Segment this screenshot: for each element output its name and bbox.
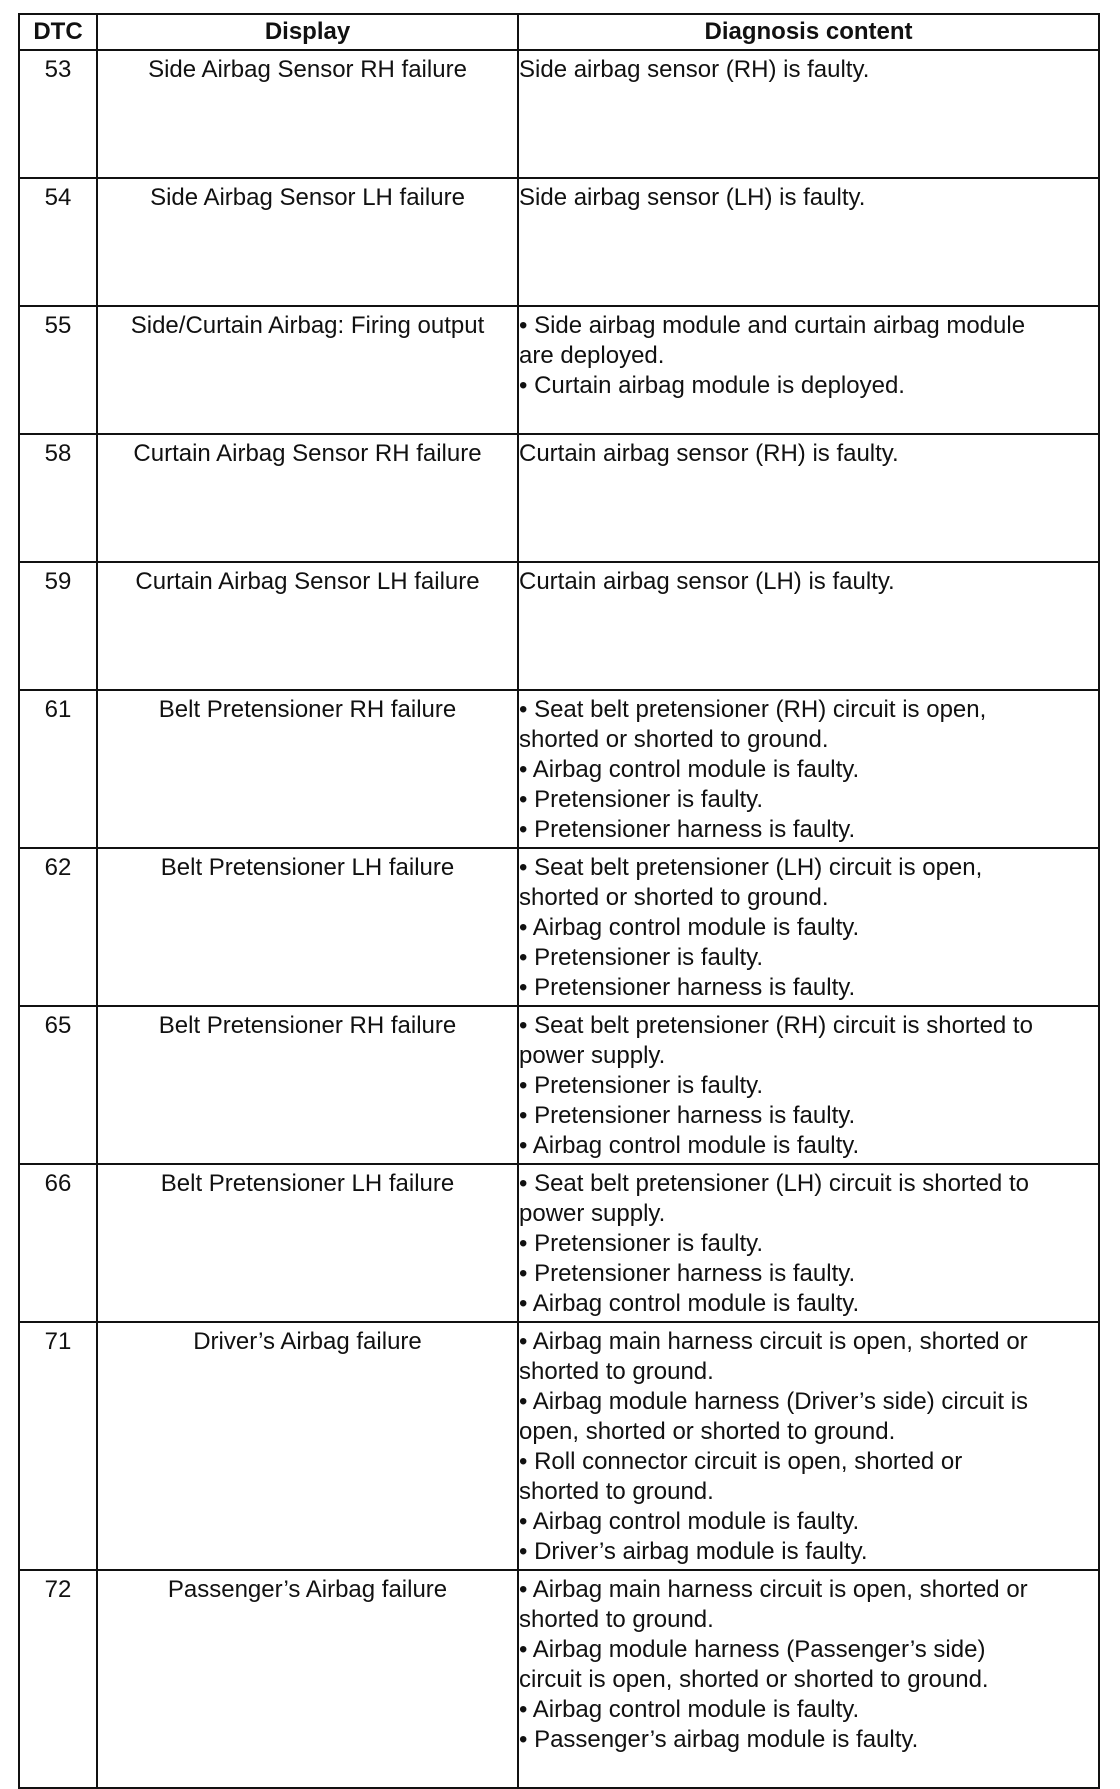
display-text-cell: Belt Pretensioner LH failure [97, 1164, 518, 1322]
diagnosis-line: • Roll connector circuit is open, shorted or [519, 1448, 963, 1475]
diagnosis-line: • Airbag main harness circuit is open, shorted or [519, 1328, 1028, 1355]
display-text-cell: Belt Pretensioner RH failure [97, 1006, 518, 1164]
diagnosis-line: • Airbag control module is faulty. [519, 1508, 860, 1535]
dtc-code-cell: 61 [19, 690, 97, 848]
diagnosis-line: • Driver’s airbag module is faulty. [519, 1538, 868, 1565]
display-text-cell: Passenger’s Airbag failure [97, 1570, 518, 1788]
diagnosis-line: • Airbag control module is faulty. [519, 1132, 860, 1159]
diagnosis-line: shorted to ground. [519, 1358, 714, 1385]
header-dtc: DTC [19, 14, 97, 50]
diagnosis-content-cell [518, 1164, 1099, 1322]
diagnosis-line: open, shorted or shorted to ground. [519, 1418, 896, 1445]
dtc-code-cell: 71 [19, 1322, 97, 1570]
table-row [19, 690, 1099, 848]
diagnosis-line: shorted to ground. [519, 1606, 714, 1633]
table-row [19, 434, 1099, 562]
header-diagnosis-content: Diagnosis content [518, 14, 1099, 50]
diagnosis-line: shorted to ground. [519, 1478, 714, 1505]
diagnosis-line: • Side airbag module and curtain airbag module [519, 312, 1026, 339]
table-row [19, 848, 1099, 1006]
dtc-diagnosis-table [18, 13, 1100, 1789]
display-text-cell: Side/Curtain Airbag: Firing output [97, 306, 518, 434]
diagnosis-line: • Pretensioner is faulty. [519, 786, 764, 813]
display-text-cell: Side Airbag Sensor RH failure [97, 50, 518, 178]
diagnosis-line: • Pretensioner harness is faulty. [519, 974, 856, 1001]
table-row [19, 1570, 1099, 1788]
diagnosis-line: • Curtain airbag module is deployed. [519, 372, 905, 399]
diagnosis-line: • Airbag control module is faulty. [519, 914, 860, 941]
diagnosis-line: shorted or shorted to ground. [519, 884, 829, 911]
diagnosis-line: are deployed. [519, 342, 665, 369]
diagnosis-line: • Pretensioner is faulty. [519, 1230, 764, 1257]
dtc-code-cell: 58 [19, 434, 97, 562]
dtc-code-cell: 54 [19, 178, 97, 306]
dtc-code-cell: 72 [19, 1570, 97, 1788]
diagnosis-content-cell [518, 562, 1099, 690]
dtc-code-cell: 66 [19, 1164, 97, 1322]
diagnosis-line: Curtain airbag sensor (RH) is faulty. [519, 440, 899, 467]
table-row [19, 562, 1099, 690]
diagnosis-line: • Airbag main harness circuit is open, shorted or [519, 1576, 1028, 1603]
diagnosis-content-cell [518, 1570, 1099, 1788]
display-text-cell: Belt Pretensioner RH failure [97, 690, 518, 848]
diagnosis-line: • Pretensioner harness is faulty. [519, 816, 856, 843]
table-row [19, 50, 1099, 178]
diagnosis-line: • Seat belt pretensioner (LH) circuit is open, [519, 854, 983, 881]
diagnosis-line: Curtain airbag sensor (LH) is faulty. [519, 568, 895, 595]
diagnosis-line: • Pretensioner is faulty. [519, 1072, 764, 1099]
dtc-code-cell: 62 [19, 848, 97, 1006]
dtc-code-cell: 55 [19, 306, 97, 434]
diagnosis-content-cell [518, 178, 1099, 306]
diagnosis-line: power supply. [519, 1200, 666, 1227]
display-text-cell: Belt Pretensioner LH failure [97, 848, 518, 1006]
diagnosis-line: • Pretensioner is faulty. [519, 944, 764, 971]
diagnosis-line: power supply. [519, 1042, 666, 1069]
diagnosis-line: • Pretensioner harness is faulty. [519, 1102, 856, 1129]
display-text-cell: Curtain Airbag Sensor LH failure [97, 562, 518, 690]
diagnosis-content-cell [518, 848, 1099, 1006]
table-header-row [19, 14, 1099, 50]
table-row [19, 306, 1099, 434]
diagnosis-line: shorted or shorted to ground. [519, 726, 829, 753]
table-row [19, 178, 1099, 306]
diagnosis-line: • Seat belt pretensioner (RH) circuit is open, [519, 696, 987, 723]
diagnosis-line: • Seat belt pretensioner (RH) circuit is shorted to [519, 1012, 1033, 1039]
table-row [19, 1164, 1099, 1322]
diagnosis-line: • Airbag module harness (Driver’s side) circuit is [519, 1388, 1029, 1415]
table-row [19, 1006, 1099, 1164]
diagnosis-line: • Airbag control module is faulty. [519, 756, 860, 783]
diagnosis-line: • Passenger’s airbag module is faulty. [519, 1726, 919, 1753]
display-text-cell: Side Airbag Sensor LH failure [97, 178, 518, 306]
table-body [19, 50, 1099, 1788]
dtc-code-cell: 59 [19, 562, 97, 690]
diagnosis-line: • Seat belt pretensioner (LH) circuit is shorted to [519, 1170, 1029, 1197]
diagnosis-line: • Airbag control module is faulty. [519, 1290, 860, 1317]
display-text-cell: Driver’s Airbag failure [97, 1322, 518, 1570]
table-row [19, 1322, 1099, 1570]
diagnosis-line: • Airbag control module is faulty. [519, 1696, 860, 1723]
dtc-code-cell: 53 [19, 50, 97, 178]
dtc-code-cell: 65 [19, 1006, 97, 1164]
diagnosis-line: • Airbag module harness (Passenger’s side) [519, 1636, 986, 1663]
diagnosis-content-cell [518, 1006, 1099, 1164]
diagnosis-content-cell [518, 306, 1099, 434]
diagnosis-content-cell [518, 434, 1099, 562]
diagnosis-line: Side airbag sensor (RH) is faulty. [519, 56, 870, 83]
header-display: Display [97, 14, 518, 50]
diagnosis-line: Side airbag sensor (LH) is faulty. [519, 184, 866, 211]
diagnosis-content-cell [518, 50, 1099, 178]
diagnosis-line: • Pretensioner harness is faulty. [519, 1260, 856, 1287]
diagnosis-line: circuit is open, shorted or shorted to ground. [519, 1666, 989, 1693]
diagnosis-content-cell [518, 1322, 1099, 1570]
diagnosis-content-cell [518, 690, 1099, 848]
display-text-cell: Curtain Airbag Sensor RH failure [97, 434, 518, 562]
